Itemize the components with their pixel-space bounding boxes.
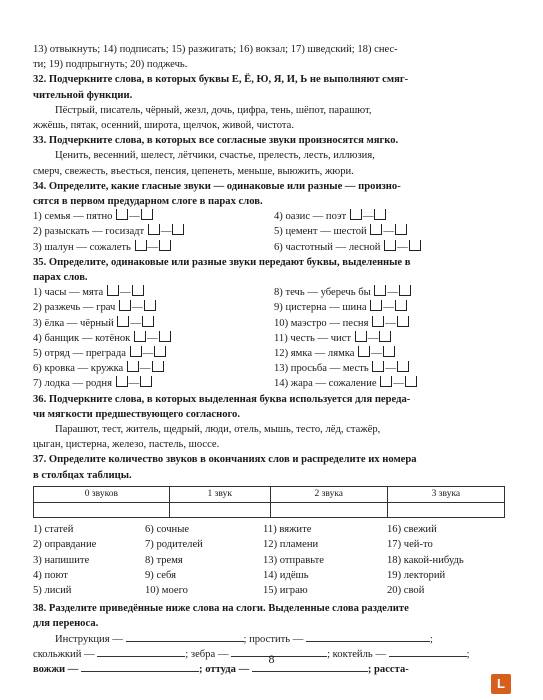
page-number: 8 [268,652,275,666]
answer-boxes[interactable]: — [116,316,155,331]
exercise-32-words: Пёстрый, писатель, чёрный, жезл, дочь, цифра, тень, шёпот, парашют, [55,104,372,116]
numbered-word: 3) напишите [33,554,90,566]
exercise-34-row [33,224,509,239]
word-pair: 11) честь — чист [274,332,352,344]
table-header: 3 звука [387,486,504,502]
numbered-word: 15) играю [263,584,308,596]
word: ; простить — [243,633,304,645]
word: ; [466,648,470,660]
numbered-word: 5) лисий [33,584,72,596]
answer-boxes[interactable]: — [369,300,408,315]
answer-boxes[interactable]: — [369,224,408,239]
numbered-word: 2) оправдание [33,539,97,551]
exercise-32-title: чительной функции. [33,89,133,101]
exercise-35-rows [33,285,509,391]
exercise-38-row [33,632,509,647]
answer-boxes[interactable]: — [371,316,410,331]
exercise-36-words: цыган, цистерна, железо, пастель, шоссе. [33,439,220,451]
exercise-35-row [33,376,509,391]
exercise-35-row [33,316,509,331]
word: скольжкий — [33,648,95,660]
word-pair: 13) просьба — месть [274,363,369,375]
text-line: ти; 19) подпрыгнуть; 20) поджечь. [33,59,188,71]
word-pair: 1) семья — пятно [33,211,113,223]
answer-blank[interactable] [126,632,244,642]
word-pair: 6) частотный — лесной [274,241,381,253]
numbered-word: 6) сочные [145,524,190,536]
exercise-36-title: чи мягкости предшествующего согласного. [33,408,240,420]
word: ; [429,633,433,645]
exercise-37-word-row [33,522,509,537]
word: ; коктейль — [327,648,386,660]
word-pair: 1) часы — мята [33,287,104,299]
answer-boxes[interactable]: — [133,331,172,346]
exercise-37-word-row [33,583,509,598]
table-answer-cell[interactable] [169,503,270,518]
word-pair: 4) оазис — поэт [274,211,347,223]
word-pair: 14) жара — сожаление [274,378,377,390]
answer-boxes[interactable]: — [349,209,388,224]
exercise-35-row [33,346,509,361]
word-pair: 3) ёлка — чёрный [33,317,114,329]
answer-boxes[interactable]: — [106,285,145,300]
word-pair: 3) шалун — сожалеть [33,241,131,253]
table-answer-cell[interactable] [34,503,170,518]
exercise-32-title: 32. Подчеркните слова, в которых буквы Е, Ё, Ю, Я, И, Ь не выполняют смяг- [33,74,409,86]
exercise-37-table [33,486,505,518]
numbered-word: 13) отправьте [263,554,324,566]
exercise-34-title: 34. Определите, какие гласные звуки — одинаковые или разные — произно- [33,180,401,192]
word-pair: 12) ямка — лямка [274,348,355,360]
word-pair: 2) разыскать — госизадт [33,226,145,238]
word-pair: 9) цистерна — шина [274,302,367,314]
exercise-37-word-row [33,553,509,568]
answer-boxes[interactable]: — [129,346,168,361]
word: ; зебра — [185,648,229,660]
exercise-38-title: 38. Разделите приведённые ниже слова на слоги. Выделенные слова разделите [33,603,409,615]
numbered-word: 1) статей [33,524,74,536]
exercise-32-words: жжёшь, пятак, осенний, широта, щелчок, живой, чистота. [33,120,295,132]
answer-boxes[interactable]: — [383,240,422,255]
numbered-word: 19) лекторий [387,569,446,581]
numbered-word: 20) свой [387,584,425,596]
table-header: 0 звуков [34,486,170,502]
table-answer-cell[interactable] [387,503,504,518]
answer-boxes[interactable]: — [134,240,173,255]
numbered-word: 10) моего [145,584,188,596]
text-line: 13) отвыкнуть; 14) подписать; 15) разжигать; 16) вокзал; 17) шведский; 18) снес- [33,44,398,55]
answer-blank[interactable] [306,632,430,642]
exercise-33-words: Ценить, весенний, шелест, лётчики, счастье, прелесть, лесть, иллюзия, [55,150,375,162]
exercise-34-row [33,240,509,255]
exercise-35-title: парах слов. [33,272,88,284]
numbered-word: 12) пламени [263,539,319,551]
word-pair: 2) разжечь — грач [33,302,116,314]
exercise-37-title: в столбцах таблицы. [33,469,132,481]
word-pair: 8) течь — уберечь бы [274,287,371,299]
exercise-35-row [33,361,509,376]
answer-boxes[interactable]: — [147,224,186,239]
exercise-37-word-row [33,537,509,552]
exercise-34-row [33,209,509,224]
numbered-word: 7) родителей [145,539,203,551]
answer-boxes[interactable]: — [126,361,165,376]
numbered-word: 8) тремя [145,554,183,566]
table-answer-cell[interactable] [270,503,387,518]
exercise-35-row [33,285,509,300]
exercise-36-title: 36. Подчеркните слова, в которых выделенная буква используется для переда- [33,393,411,405]
exercise-37-title: 37. Определите количество звуков в окончаниях слов и распределите их номера [33,454,417,466]
word-pair: 6) кровка — кружка [33,363,124,375]
answer-boxes[interactable]: — [115,376,154,391]
exercise-37-word-list [33,522,509,598]
exercise-38-title: для переноса. [33,618,99,630]
exercise-35-row [33,331,509,346]
exercise-35-row [33,300,509,315]
word: ; расста- [367,663,409,675]
word: Инструкция — [55,633,123,645]
answer-boxes[interactable]: — [357,346,396,361]
word-pair: 5) цемент — шестой [274,226,367,238]
numbered-word: 4) поют [33,569,68,581]
word: ; оттуда — [199,663,250,675]
table-header: 2 звука [270,486,387,502]
publisher-logo-icon: L [491,674,511,694]
answer-boxes[interactable]: — [354,331,393,346]
exercise-37-word-row [33,568,509,583]
answer-boxes[interactable]: — [118,300,157,315]
table-header: 1 звук [169,486,270,502]
word-pair: 4) банщик — котёнок [33,332,131,344]
exercise-36-words: Парашют, тест, житель, щедрый, люди, отель, мышь, тесто, лёд, стажёр, [55,424,381,436]
numbered-word: 18) какой-нибудь [387,554,464,566]
exercise-33-words: смерч, свежесть, въесться, пенсия, цепенеть, меньше, выюжить, жюри. [33,165,354,177]
exercise-34-title: сятся в первом предударном слоге в парах слов. [33,196,263,208]
answer-boxes[interactable]: — [379,376,418,391]
answer-boxes[interactable]: — [371,361,410,376]
worksheet-page [33,42,509,677]
exercise-35-title: 35. Определите, одинаковые или разные звуки передают буквы, выделенные в [33,256,411,268]
word: вожжи — [33,663,79,675]
word-pair: 7) лодка — родня [33,378,112,390]
numbered-word: 11) вяжите [263,524,312,536]
word-pair: 5) отряд — преграда [33,348,126,360]
numbered-word: 14) идёшь [263,569,309,581]
numbered-word: 17) чей-то [387,539,433,551]
numbered-word: 16) свежий [387,524,437,536]
numbered-word: 9) себя [145,569,177,581]
answer-boxes[interactable]: — [115,209,154,224]
answer-boxes[interactable]: — [373,285,412,300]
exercise-33-title: 33. Подчеркните слова, в которых все согласные звуки произносятся мягко. [33,135,399,147]
word-pair: 10) маэстро — песня [274,317,369,329]
